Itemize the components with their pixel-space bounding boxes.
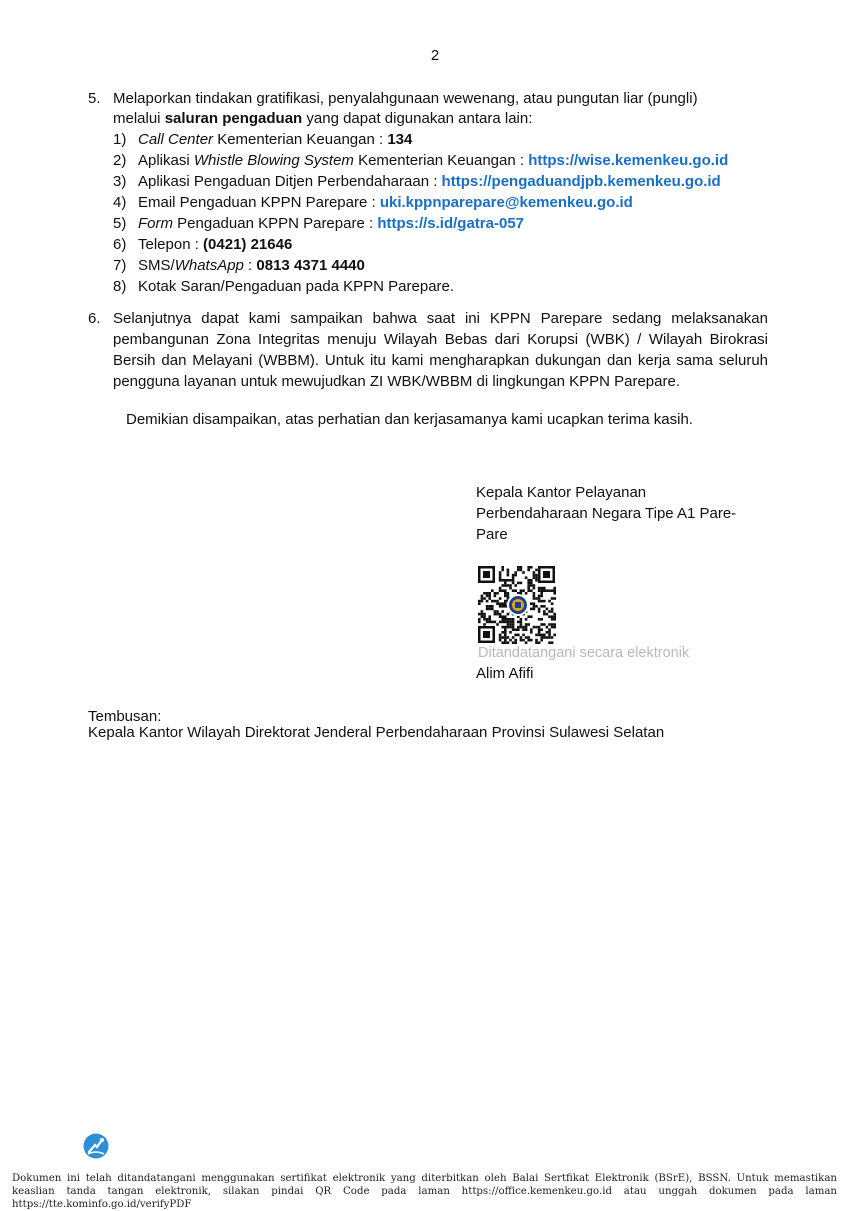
- channel-value: 134: [387, 131, 413, 148]
- qr-code-icon[interactable]: [477, 565, 556, 644]
- channel-text: Kementerian Keuangan :: [213, 131, 388, 148]
- page-number: 2: [430, 47, 440, 64]
- signature-title-line2: Perbendaharaan Negara Tipe A1 Pare-: [476, 505, 737, 522]
- channel-number: 2): [113, 152, 127, 169]
- wise-link[interactable]: https://wise.kemenkeu.go.id: [528, 152, 729, 169]
- channel-number: 5): [113, 215, 127, 232]
- pengaduan-djpb-link[interactable]: https://pengaduandjpb.kemenkeu.go.id: [441, 173, 721, 190]
- channel-italic: WhatsApp: [174, 257, 244, 274]
- channel-number: 4): [113, 194, 127, 211]
- channel-italic: Call Center: [138, 131, 214, 148]
- channel-text: Email Pengaduan KPPN Parepare :: [138, 194, 380, 211]
- channel-number: 1): [113, 131, 127, 148]
- channel-italic: Whistle Blowing System: [193, 152, 354, 169]
- channel-item: [113, 192, 728, 213]
- item-5-line2-pre: melalui: [113, 110, 165, 127]
- item-5-number: 5.: [88, 90, 101, 107]
- channel-value: 0813 4371 4440: [256, 257, 365, 274]
- channel-text: Aplikasi Pengaduan Ditjen Perbendaharaan :: [138, 173, 442, 190]
- channel-text: Telepon :: [138, 236, 204, 253]
- item-6-number: 6.: [88, 310, 101, 327]
- channel-number: 7): [113, 257, 127, 274]
- channel-number: 8): [113, 278, 127, 295]
- form-link[interactable]: https://s.id/gatra-057: [377, 215, 525, 232]
- channel-text: :: [243, 257, 257, 274]
- item-5-line1: Melaporkan tindakan gratifikasi, penyalahgunaan wewenang, atau pungutan liar (pungli): [113, 90, 698, 107]
- channel-item: [113, 150, 728, 171]
- channel-item: [113, 255, 728, 276]
- complaint-channel-list: [113, 129, 728, 297]
- cc-label: Tembusan:: [88, 708, 162, 725]
- channel-pre: Aplikasi: [138, 152, 194, 169]
- signer-name: Alim Afifi: [476, 665, 534, 682]
- channel-text: Kotak Saran/Pengaduan pada KPPN Parepare.: [138, 278, 455, 295]
- channel-number: 3): [113, 173, 127, 190]
- footer-disclaimer: Dokumen ini telah ditandatangani menggunakan sertifikat elektronik yang diterbitkan oleh Balai Sertfikat Elektronik (BSrE), BSSN. Untuk memastikan keaslian tanda tangan elektronik, silakan pindai QR Code pada laman https://office.kemenkeu.go.id atau unggah dokumen pada laman https://tte.kominfo.go.id/verifyPDF: [12, 1173, 837, 1210]
- channel-item: [113, 213, 728, 234]
- cc-recipient: Kepala Kantor Wilayah Direktorat Jenderal Perbendaharaan Provinsi Sulawesi Selatan: [88, 724, 665, 741]
- channel-text: Pengaduan KPPN Parepare :: [173, 215, 378, 232]
- item-5-line2: [113, 108, 768, 129]
- channel-pre: SMS/: [138, 257, 175, 274]
- channel-item: [113, 129, 728, 150]
- channel-item: [113, 276, 728, 297]
- channel-item: [113, 171, 728, 192]
- channel-text: Kementerian Keuangan :: [353, 152, 529, 169]
- email-link[interactable]: uki.kppnparepare@kemenkeu.go.id: [379, 194, 633, 211]
- bsre-logo-icon: [83, 1133, 109, 1159]
- item-5-line2-bold: saluran pengaduan: [164, 110, 303, 127]
- channel-value: (0421) 21646: [203, 236, 293, 253]
- e-signature-note: Ditandatangani secara elektronik: [478, 645, 690, 661]
- signature-title-line1: Kepala Kantor Pelayanan: [476, 484, 647, 501]
- channel-italic: Form: [138, 215, 173, 232]
- item-6-text: Selanjutnya dapat kami sampaikan bahwa saat ini KPPN Parepare sedang melaksanakan pembangunan Zona Integritas menuju Wilayah Bebas dari Korupsi (WBK) / Wilayah Birokrasi Bersih dan Melayani (WBBM). Untuk itu kami mengharapkan dukungan dan kerja sama seluruh pengguna layanan untuk mewujudkan ZI WBK/WBBM di lingkungan KPPN Parepare.: [113, 310, 768, 390]
- signature-title-line3: Pare: [476, 526, 508, 543]
- item-5-line2-post: yang dapat digunakan antara lain:: [302, 110, 533, 127]
- channel-item: [113, 234, 728, 255]
- closing-sentence: Demikian disampaikan, atas perhatian dan kerjasamanya kami ucapkan terima kasih.: [126, 411, 693, 428]
- channel-number: 6): [113, 236, 127, 253]
- signature-title: [476, 482, 766, 545]
